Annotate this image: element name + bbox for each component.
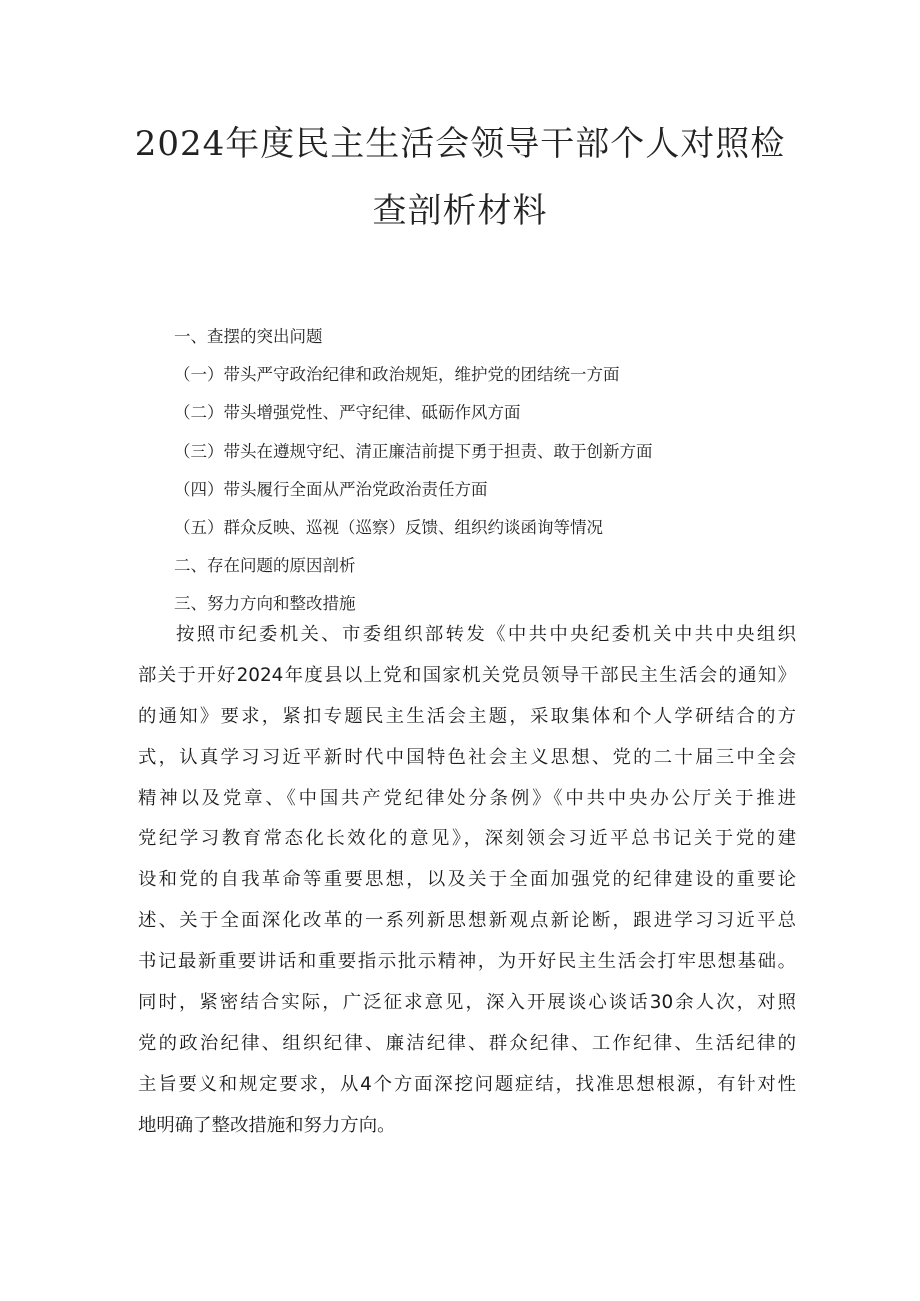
outline-list (174, 318, 874, 624)
paragraph-line: 地明确了整改措施和努力方向。 (138, 1114, 396, 1136)
paragraph-line: 书记最新重要讲话和重要指示批示精神，为开好民主生活会打牢思想基础。 (138, 951, 796, 973)
paragraph-line: 式，认真学习习近平新时代中国特色社会主义思想、党的二十届三中全会 (138, 746, 796, 768)
paragraph-line: 的通知》要求，紧扣专题民主生活会主题，采取集体和个人学研结合的方 (138, 705, 796, 727)
paragraph-line: 主旨要义和规定要求，从4个方面深挖问题症结，找准思想根源，有针对性 (138, 1073, 796, 1095)
document-title-line-2: 查剖析材料 (372, 191, 548, 231)
paragraph-line: 党纪学习教育常态化长效化的意见》，深刻领会习近平总书记关于党的建 (138, 828, 796, 850)
paragraph-line: 述、关于全面深化改革的一系列新思想新观点新论断，跟进学习习近平总 (138, 910, 796, 932)
paragraph-line: 部关于开好2024年度县以上党和国家机关党员领导干部民主生活会的通知》 (138, 664, 796, 686)
paragraph-line: 精神以及党章、《中国共产党纪律处分条例》《中共中央办公厅关于推进 (138, 787, 796, 809)
document-title-line-1: 2024年度民主生活会领导干部个人对照检 (134, 124, 786, 164)
paragraph-line: 党的政治纪律、组织纪律、廉洁纪律、群众纪律、工作纪律、生活纪律的 (138, 1032, 796, 1054)
paragraph-line: 按照市纪委机关、市委组织部转发《中共中央纪委机关中共中央组织 (176, 624, 796, 645)
outline-heading-3: 三、努力方向和整改措施 (174, 594, 356, 614)
outline-subheading-2: （二）带头增强党性、严守纪律、砥砺作风方面 (174, 403, 521, 423)
outline-heading-2: 二、存在问题的原因剖析 (174, 556, 356, 576)
outline-subheading-3: （三）带头在遵规守纪、清正廉洁前提下勇于担责、敢于创新方面 (174, 441, 653, 461)
outline-subheading-4: （四）带头履行全面从严治党政治责任方面 (174, 479, 488, 499)
outline-subheading-1: （一）带头严守政治纪律和政治规矩，维护党的团结统一方面 (174, 365, 620, 385)
outline-subheading-5: （五）群众反映、巡视（巡察）反馈、组织约谈函询等情况 (174, 517, 603, 537)
body-paragraph (138, 615, 796, 1147)
paragraph-line: 同时，紧密结合实际，广泛征求意见，深入开展谈心谈话30余人次，对照 (138, 992, 796, 1014)
outline-heading-1: 一、查摆的突出问题 (174, 327, 323, 346)
paragraph-line: 设和党的自我革命等重要思想，以及关于全面加强党的纪律建设的重要论 (138, 869, 796, 891)
